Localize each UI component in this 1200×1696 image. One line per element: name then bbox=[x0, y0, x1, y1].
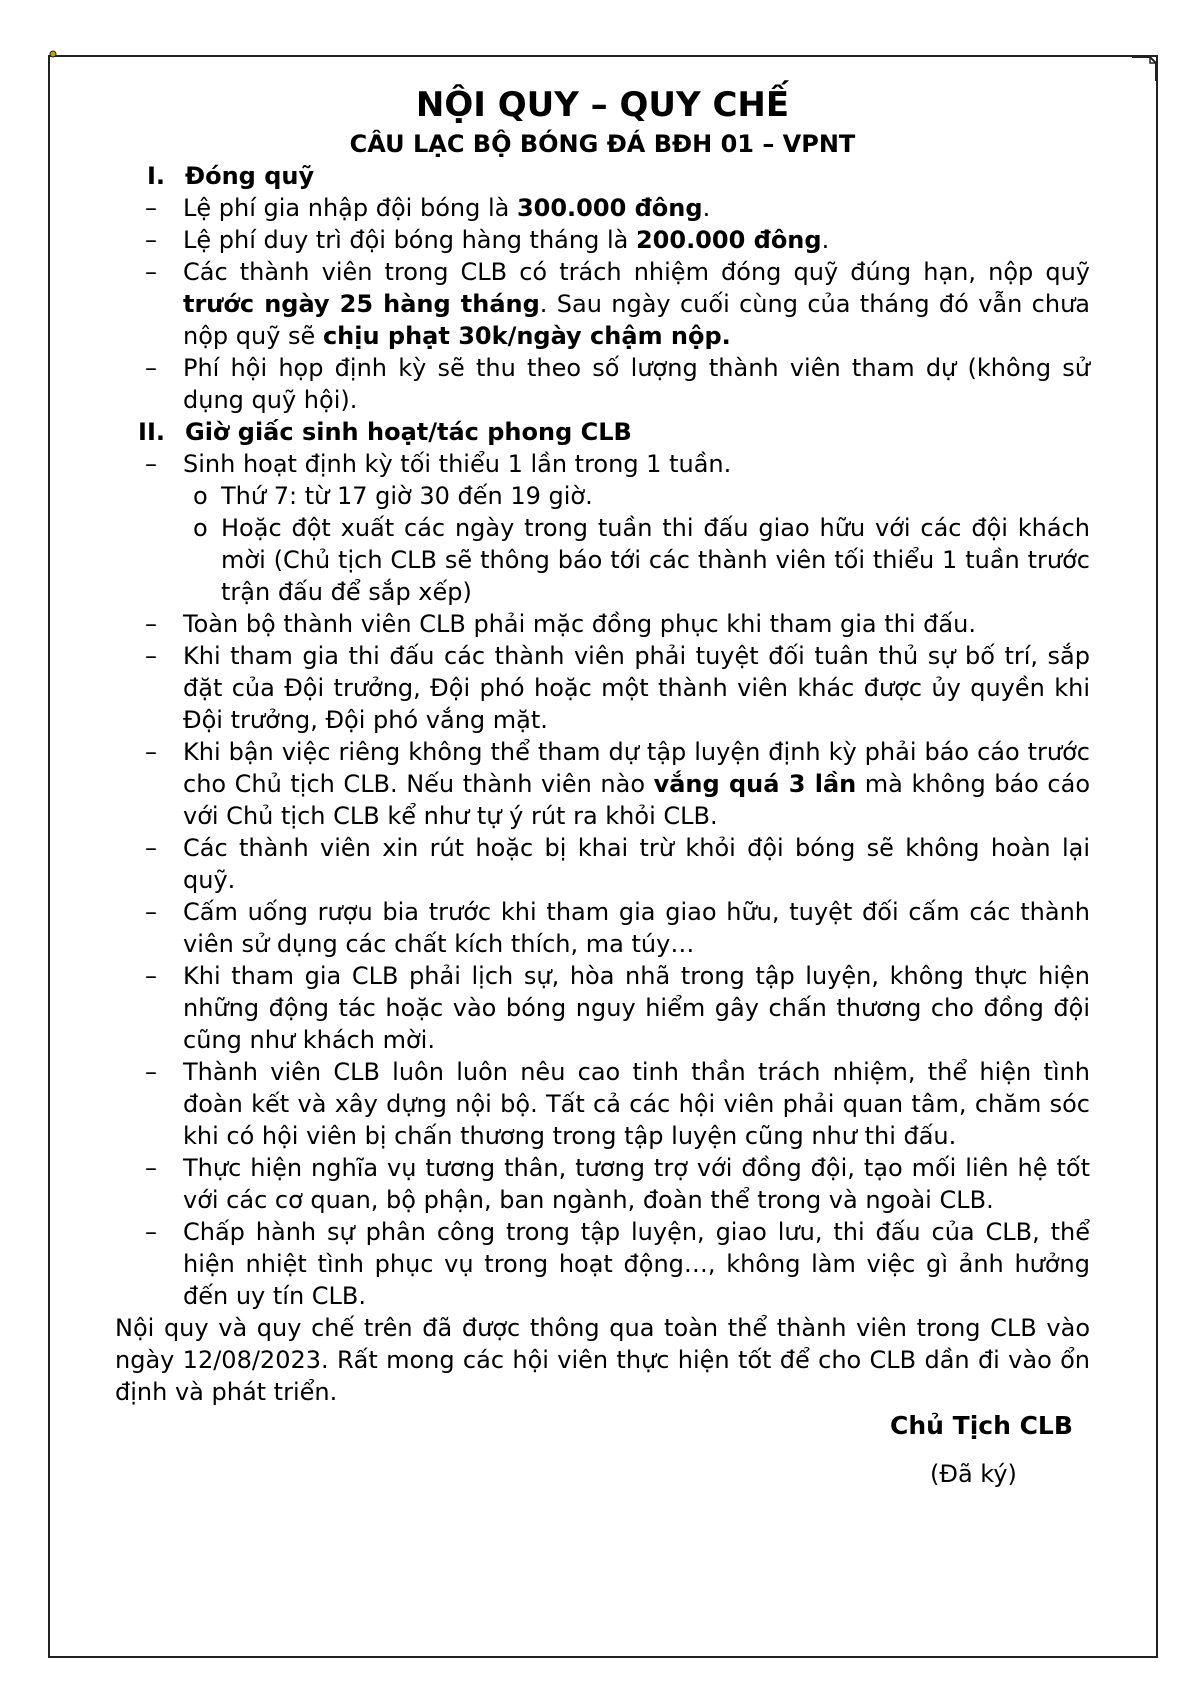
document-body bbox=[115, 82, 1090, 1500]
list-item bbox=[115, 960, 1090, 1056]
list-item bbox=[115, 192, 1090, 224]
signature-block bbox=[115, 1410, 1090, 1500]
list-item-text: Thành viên CLB luôn luôn nêu cao tinh thần trách nhiệm, thể hiện tình đoàn kết và xây dựng nội bộ. Tất cả các hội viên phải quan tâm, chăm sóc khi có hội viên bị chấn thương trong tập luyện cũng như thi đấu. bbox=[183, 1058, 1090, 1150]
list-item-text: Khi tham gia CLB phải lịch sự, hòa nhã trong tập luyện, không thực hiện những động tác hoặc vào bóng nguy hiểm gây chấn thương cho đồng đội cũng như khách mời. bbox=[183, 962, 1090, 1054]
page-corner-fold bbox=[1132, 55, 1158, 81]
list-item bbox=[115, 896, 1090, 960]
dash-bullet: – bbox=[145, 834, 157, 862]
dash-bullet: – bbox=[145, 354, 157, 382]
circle-bullet: o bbox=[193, 482, 208, 510]
signature-note: (Đã ký) bbox=[930, 1460, 1017, 1488]
section-heading bbox=[115, 160, 1090, 192]
list-item-text: Cấm uống rượu bia trước khi tham gia giao hữu, tuyệt đối cấm các thành viên sử dụng các chất kích thích, ma túy… bbox=[183, 898, 1090, 958]
list-item bbox=[115, 1152, 1090, 1216]
dash-bullet: – bbox=[145, 450, 157, 478]
crop-mark-icon bbox=[48, 48, 58, 62]
sub-list-item bbox=[115, 512, 1090, 608]
dash-bullet: – bbox=[145, 1154, 157, 1182]
dash-bullet: – bbox=[145, 962, 157, 990]
list-item-text: Chấp hành sự phân công trong tập luyện, giao lưu, thi đấu của CLB, thể hiện nhiệt tình phục vụ trong hoạt động…, không làm việc gì ảnh hưởng đến uy tín CLB. bbox=[183, 1218, 1090, 1310]
dash-bullet: – bbox=[145, 226, 157, 254]
circle-bullet: o bbox=[193, 514, 208, 542]
section-heading bbox=[115, 416, 1090, 448]
list-item-text: Sinh hoạt định kỳ tối thiểu 1 lần trong 1 tuần. bbox=[183, 450, 732, 478]
list-item-text: Lệ phí gia nhập đội bóng là 300.000 đông. bbox=[183, 194, 711, 222]
signature-title: Chủ Tịch CLB bbox=[890, 1411, 1073, 1440]
list-item bbox=[115, 224, 1090, 256]
list-item bbox=[115, 256, 1090, 352]
document-title: NỘI QUY – QUY CHẾ bbox=[415, 85, 790, 125]
section-title: Đóng quỹ bbox=[185, 162, 315, 190]
list-item bbox=[115, 1216, 1090, 1312]
dash-bullet: – bbox=[145, 258, 157, 286]
document-subtitle: CÂU LẠC BỘ BÓNG ĐÁ BĐH 01 – VPNT bbox=[349, 130, 856, 158]
list-item bbox=[115, 608, 1090, 640]
dash-bullet: – bbox=[145, 1218, 157, 1246]
dash-bullet: – bbox=[145, 194, 157, 222]
list-item bbox=[115, 352, 1090, 416]
list-item-text: Các thành viên xin rút hoặc bị khai trừ khỏi đội bóng sẽ không hoàn lại quỹ. bbox=[183, 834, 1090, 894]
dash-bullet: – bbox=[145, 1058, 157, 1086]
section-number: II. bbox=[138, 418, 165, 446]
list-item-text: Khi bận việc riêng không thể tham dự tập luyện định kỳ phải báo cáo trước cho Chủ tịch CLB. Nếu thành viên nào vắng quá 3 lần mà không báo cáo với Chủ tịch CLB kể như tự ý rút ra khỏi CLB. bbox=[183, 738, 1091, 830]
closing-paragraph: Nội quy và quy chế trên đã được thông qua toàn thể thành viên trong CLB vào ngày 12/08/2023. Rất mong các hội viên thực hiện tốt để cho CLB dần đi vào ổn định và phát triển. bbox=[115, 1314, 1090, 1406]
section-number: I. bbox=[146, 162, 165, 190]
sub-list-item bbox=[115, 480, 1090, 512]
list-item-text: Lệ phí duy trì đội bóng hàng tháng là 200.000 đông. bbox=[183, 226, 830, 254]
dash-bullet: – bbox=[145, 610, 157, 638]
list-item bbox=[115, 1056, 1090, 1152]
list-item-text: Các thành viên trong CLB có trách nhiệm đóng quỹ đúng hạn, nộp quỹ trước ngày 25 hàng tháng. Sau ngày cuối cùng của tháng đó vẫn chưa nộp quỹ sẽ chịu phạt 30k/ngày chậm nộp. bbox=[183, 258, 1090, 350]
sub-list-item-text: Thứ 7: từ 17 giờ 30 đến 19 giờ. bbox=[221, 482, 593, 510]
list-item-text: Toàn bộ thành viên CLB phải mặc đồng phục khi tham gia thi đấu. bbox=[183, 610, 976, 638]
dash-bullet: – bbox=[145, 642, 157, 670]
sub-list-item-text: Hoặc đột xuất các ngày trong tuần thi đấu giao hữu với các đội khách mời (Chủ tịch CLB sẽ thông báo tới các thành viên tối thiểu 1 tuần trước trận đấu để sắp xếp) bbox=[221, 514, 1090, 606]
list-item-text: Phí hội họp định kỳ sẽ thu theo số lượng thành viên tham dự (không sử dụng quỹ hội). bbox=[183, 354, 1090, 414]
dash-bullet: – bbox=[145, 738, 157, 766]
list-item-text: Thực hiện nghĩa vụ tương thân, tương trợ với đồng đội, tạo mối liên hệ tốt với các cơ quan, bộ phận, ban ngành, đoàn thể trong và ngoài CLB. bbox=[183, 1154, 1090, 1214]
dash-bullet: – bbox=[145, 898, 157, 926]
list-item-text: Khi tham gia thi đấu các thành viên phải tuyệt đối tuân thủ sự bố trí, sắp đặt của Đội trưởng, Đội phó hoặc một thành viên khác được ủy quyền khi Đội trưởng, Đội phó vắng mặt. bbox=[183, 642, 1090, 734]
list-item bbox=[115, 736, 1090, 832]
list-item bbox=[115, 448, 1090, 480]
list-item bbox=[115, 640, 1090, 736]
section-title: Giờ giấc sinh hoạt/tác phong CLB bbox=[185, 418, 632, 446]
list-item bbox=[115, 832, 1090, 896]
